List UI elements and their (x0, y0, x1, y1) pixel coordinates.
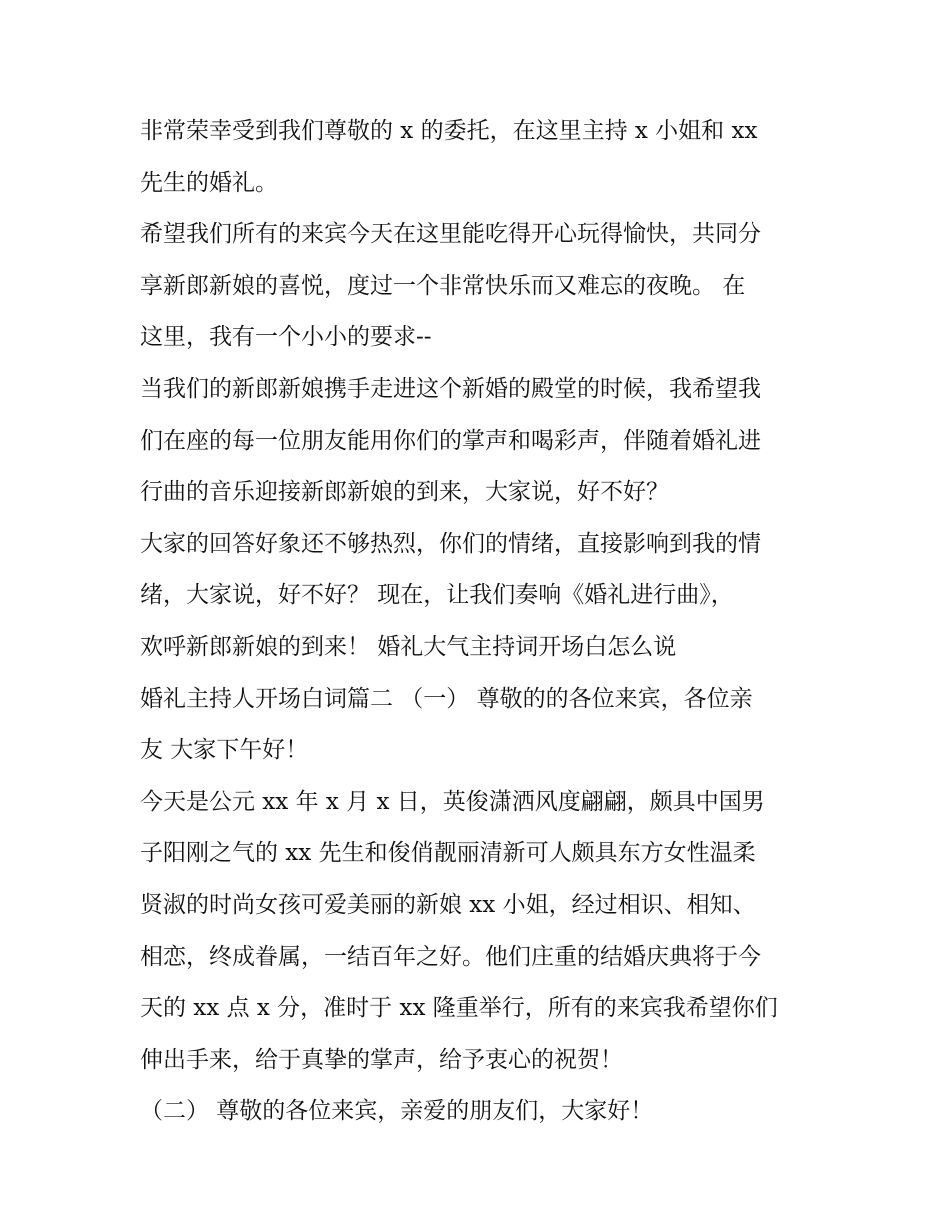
text-line: 当我们的新郎新娘携手走进这个新婚的殿堂的时候，我希望我 (140, 375, 761, 402)
text-line: 享新郎新娘的喜悦，度过一个非常快乐而又难忘的夜晚。 在 (140, 272, 746, 299)
text-line: 这里，我有一个小小的要求-- (140, 324, 432, 351)
text-line: 贤淑的时尚女孩可爱美丽的新娘 xx 小姐，经过相识、相知、 (140, 891, 756, 918)
text-line: 们在座的每一位朋友能用你们的掌声和喝彩声，伴随着婚礼进 (140, 427, 761, 454)
text-line: 婚礼主持人开场白词篇二 （一） 尊敬的的各位来宾，各位亲 (140, 685, 753, 712)
text-line: 绪，大家说，好不好？ 现在，让我们奏响《婚礼进行曲》， (140, 582, 734, 609)
text-line: 友 大家下午好！ (140, 737, 309, 764)
text-line: 希望我们所有的来宾今天在这里能吃得开心玩得愉快，共同分 (140, 221, 761, 248)
text-line: 行曲的音乐迎接新郎新娘的到来，大家说，好不好？ (140, 479, 669, 506)
text-line: 欢呼新郎新娘的到来！ 婚礼大气主持词开场白怎么说 (140, 633, 677, 660)
text-line: 非常荣幸受到我们尊敬的 x 的委托，在这里主持 x 小姐和 xx (140, 118, 758, 144)
document-body (140, 106, 820, 1138)
text-line: 今天是公元 xx 年 x 月 x 日，英俊潇洒风度翩翩，颇具中国男 (140, 788, 765, 815)
text-line: （二） 尊敬的各位来宾，亲爱的朋友们，大家好！ (140, 1098, 654, 1125)
text-line: 相恋，终成眷属，一结百年之好。他们庄重的结婚庆典将于今 (140, 943, 761, 970)
text-line: 伸出手来，给于真挚的掌声，给予衷心的祝贺！ (140, 1046, 623, 1073)
text-line: 先生的婚礼。 (140, 169, 278, 196)
text-line: 天的 xx 点 x 分，准时于 xx 隆重举行，所有的来宾我希望你们 (140, 995, 778, 1022)
text-line: 子阳刚之气的 xx 先生和俊俏靓丽清新可人颇具东方女性温柔 (140, 840, 756, 867)
text-line: 大家的回答好象还不够热烈，你们的情绪，直接影响到我的情 (140, 530, 761, 557)
